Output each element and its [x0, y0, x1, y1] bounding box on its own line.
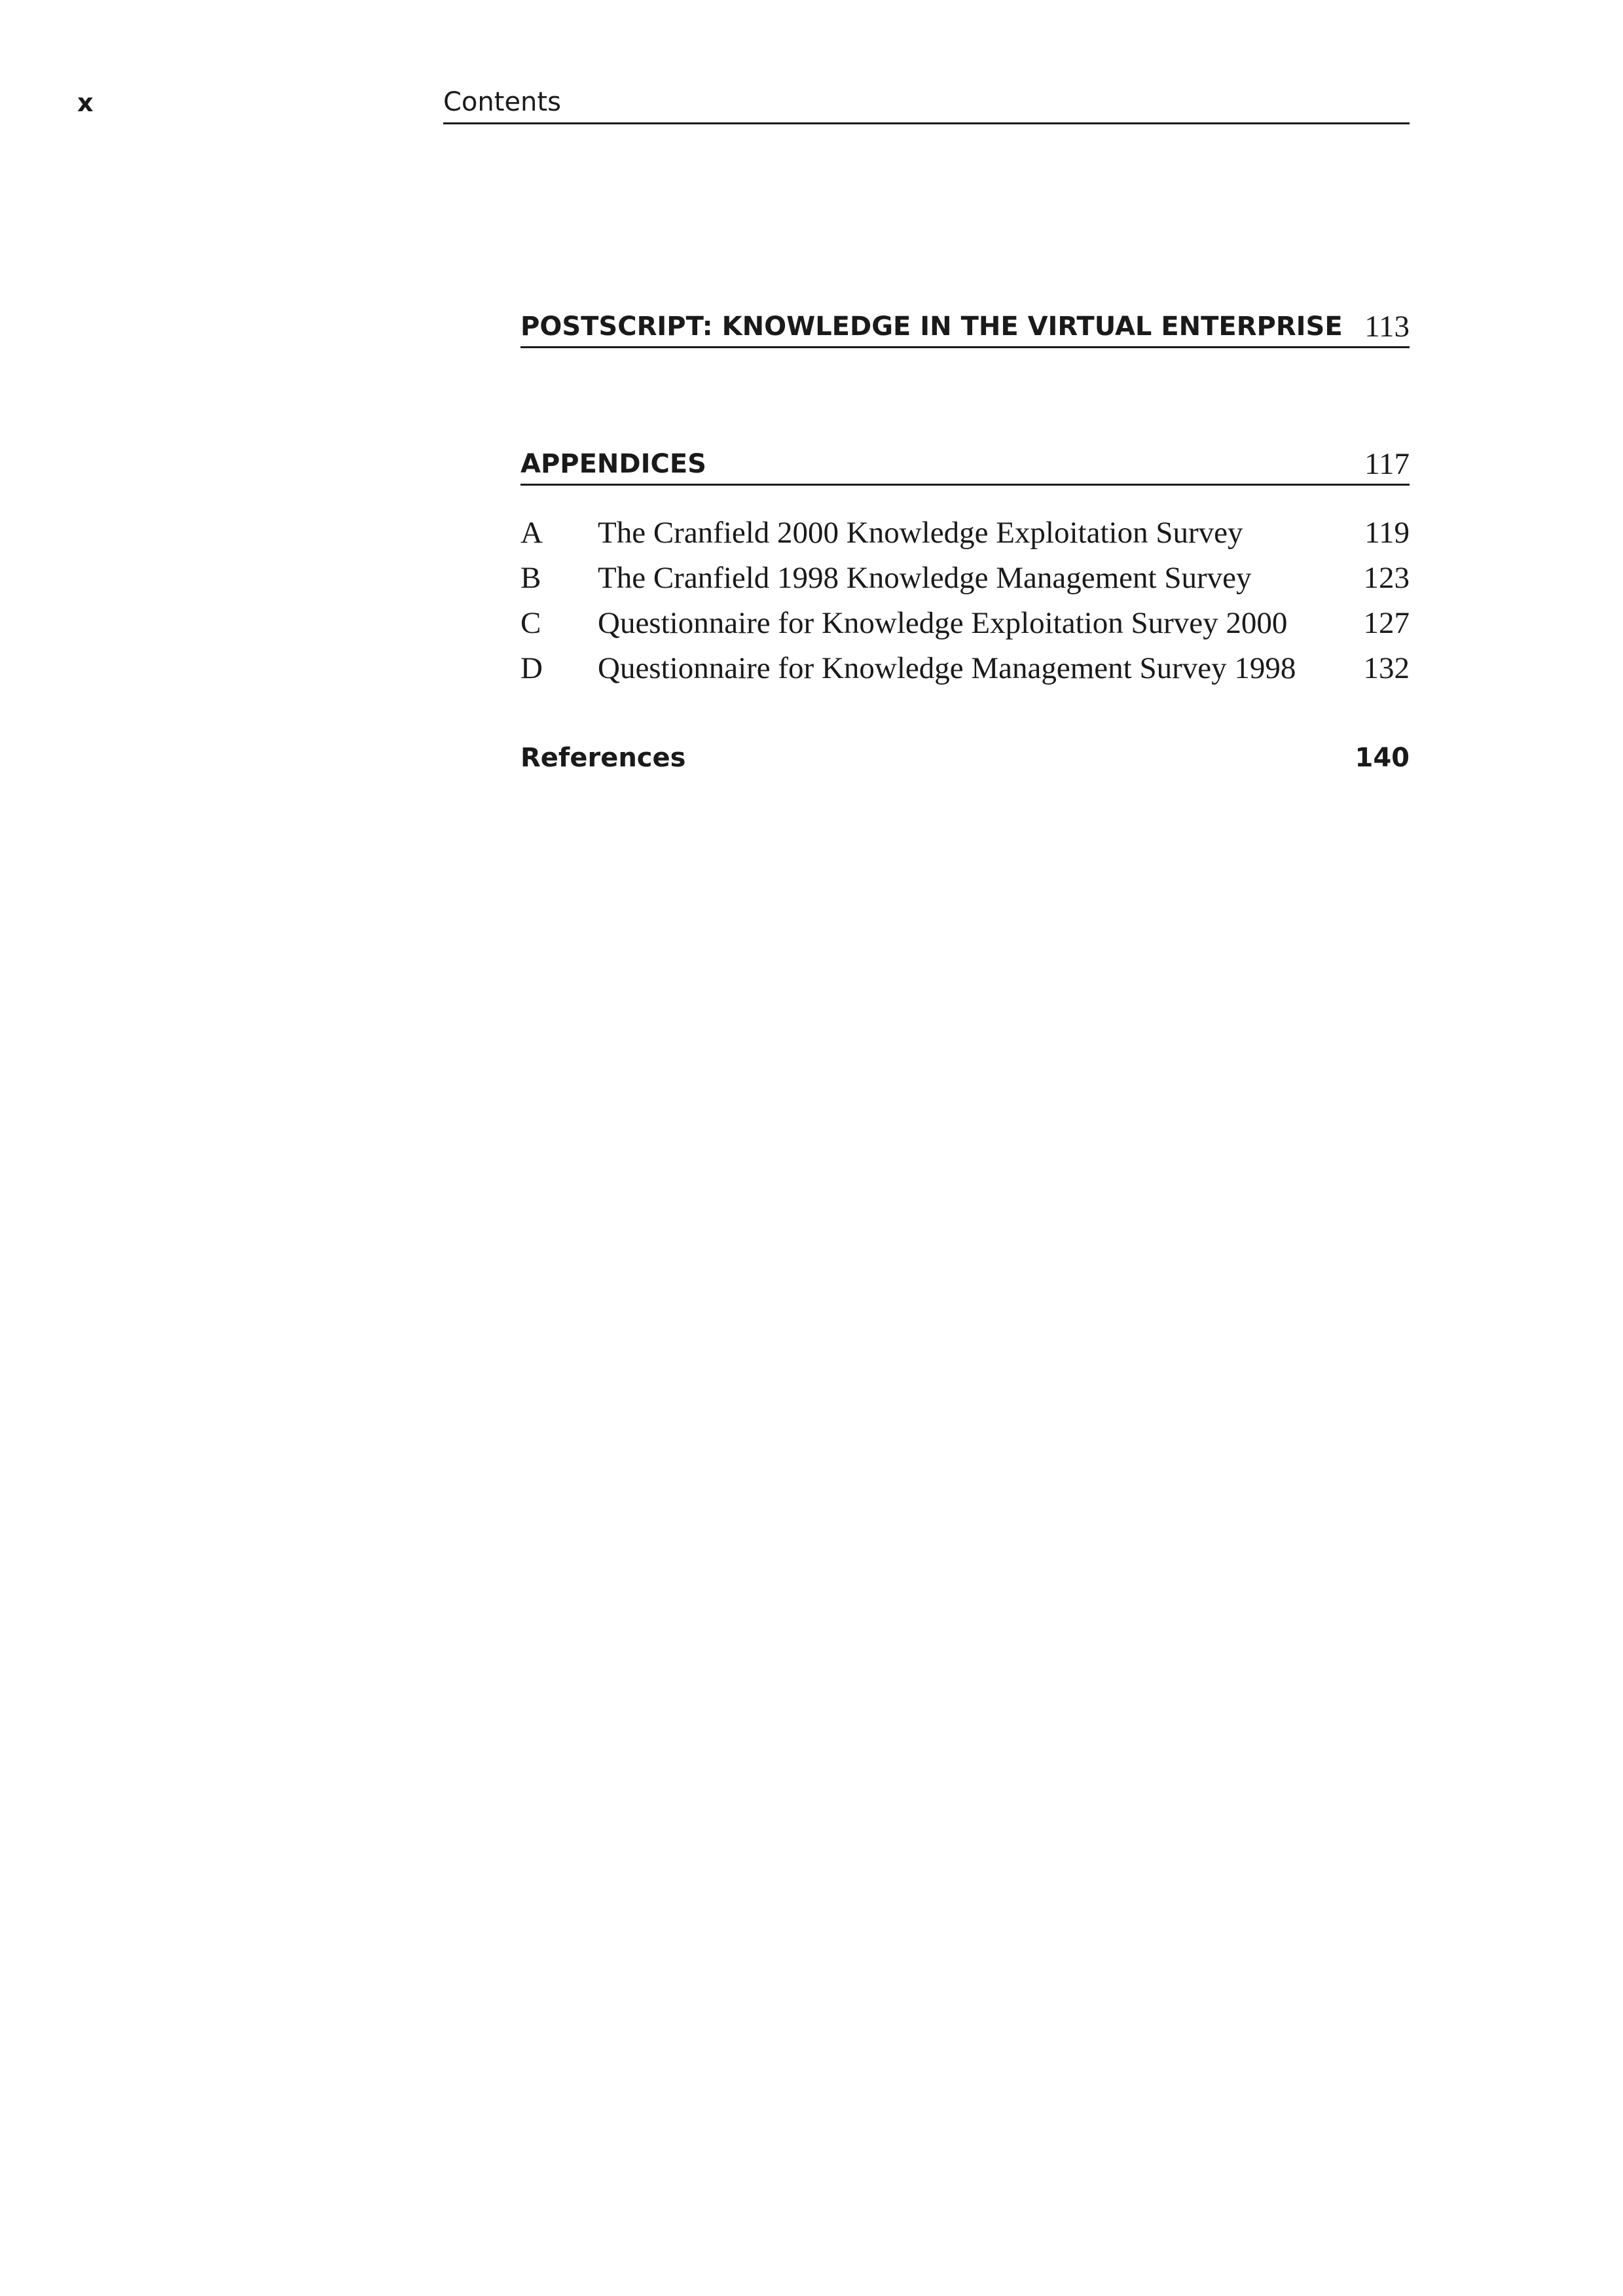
appendix-letter: A: [520, 516, 543, 550]
appendix-title: Questionnaire for Knowledge Exploitation Survey 2000: [598, 606, 1288, 640]
references-page: 140: [1355, 743, 1410, 773]
toc-entry-postscript: [520, 301, 1410, 348]
postscript-page: 113: [1364, 310, 1410, 344]
running-title: Contents: [443, 87, 561, 117]
appendix-page: 132: [1363, 651, 1410, 685]
appendix-page: 123: [1363, 561, 1410, 595]
references-title: References: [520, 743, 686, 773]
appendix-page: 119: [1364, 516, 1410, 550]
appendix-title: Questionnaire for Knowledge Management Survey 1998: [598, 651, 1296, 685]
appendix-item-d: [520, 646, 1410, 691]
appendix-list: [520, 511, 1410, 691]
appendix-letter: B: [520, 561, 541, 595]
appendix-title: The Cranfield 1998 Knowledge Management Survey: [598, 561, 1252, 595]
appendices-page: 117: [1364, 447, 1410, 481]
appendix-letter: C: [520, 606, 541, 640]
appendix-page: 127: [1363, 606, 1410, 640]
running-header: [443, 84, 1410, 124]
appendix-title: The Cranfield 2000 Knowledge Exploitation Survey: [598, 516, 1243, 550]
appendix-item-c: [520, 601, 1410, 646]
postscript-title: POSTSCRIPT: KNOWLEDGE IN THE VIRTUAL ENTERPRISE: [520, 312, 1343, 342]
appendix-item-a: [520, 511, 1410, 556]
page-number: x: [77, 88, 94, 117]
toc-entry-appendices: [520, 439, 1410, 486]
appendices-title: APPENDICES: [520, 449, 706, 479]
appendix-letter: D: [520, 651, 543, 685]
toc-entry-references: [520, 738, 1410, 778]
appendix-item-b: [520, 556, 1410, 601]
